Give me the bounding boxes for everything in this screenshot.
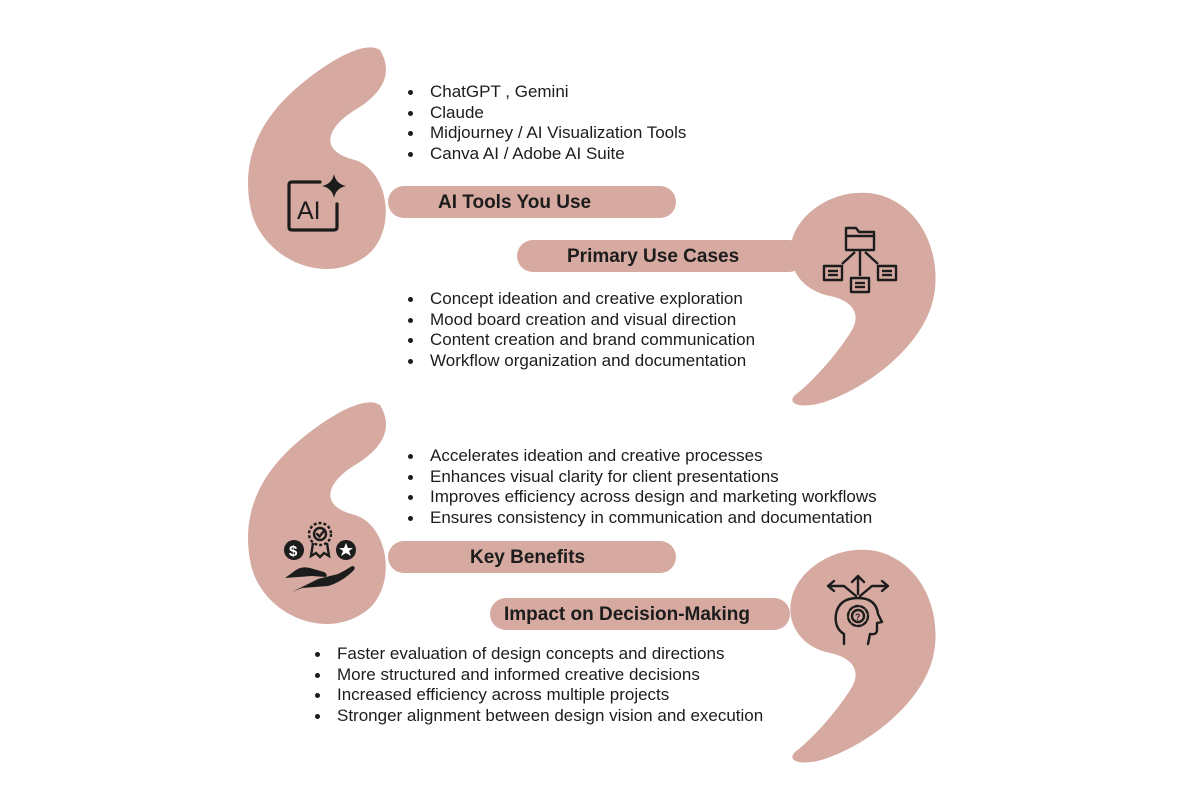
list-item: Improves efficiency across design and marketing workflows bbox=[406, 487, 877, 508]
list-item: Ensures consistency in communication and documentation bbox=[406, 508, 877, 529]
list-item: Faster evaluation of design concepts and directions bbox=[313, 644, 763, 665]
use-cases-list bbox=[406, 289, 755, 371]
svg-text:?: ? bbox=[855, 612, 861, 622]
section-title-key-benefits: Key Benefits bbox=[470, 547, 586, 568]
hand-rewards-icon bbox=[280, 518, 360, 592]
folder-hierarchy-icon bbox=[820, 224, 900, 294]
head-decision-icon bbox=[822, 572, 894, 648]
section-title-ai-tools: AI Tools You Use bbox=[438, 192, 592, 213]
list-item: ChatGPT , Gemini bbox=[406, 82, 686, 103]
list-item: Increased efficiency across multiple projects bbox=[313, 685, 763, 706]
ai-tools-list bbox=[406, 82, 686, 164]
ai-sparkle-icon bbox=[284, 172, 350, 236]
list-item: Stronger alignment between design vision and execution bbox=[313, 706, 763, 727]
list-item: Enhances visual clarity for client presentations bbox=[406, 467, 877, 488]
section-title-decision-making: Impact on Decision-Making bbox=[504, 604, 750, 625]
list-item: Canva AI / Adobe AI Suite bbox=[406, 144, 686, 165]
svg-text:$: $ bbox=[289, 543, 298, 560]
key-benefits-list bbox=[406, 446, 877, 528]
list-item: Content creation and brand communication bbox=[406, 330, 755, 351]
decision-making-list bbox=[313, 644, 763, 726]
list-item: Concept ideation and creative exploration bbox=[406, 289, 755, 310]
section-title-use-cases: Primary Use Cases bbox=[567, 246, 740, 267]
list-item: Midjourney / AI Visualization Tools bbox=[406, 123, 686, 144]
list-item: Mood board creation and visual direction bbox=[406, 310, 755, 331]
list-item: Workflow organization and documentation bbox=[406, 351, 755, 372]
list-item: Accelerates ideation and creative processes bbox=[406, 446, 877, 467]
svg-text:AI: AI bbox=[297, 197, 321, 225]
list-item: More structured and informed creative decisions bbox=[313, 665, 763, 686]
list-item: Claude bbox=[406, 103, 686, 124]
